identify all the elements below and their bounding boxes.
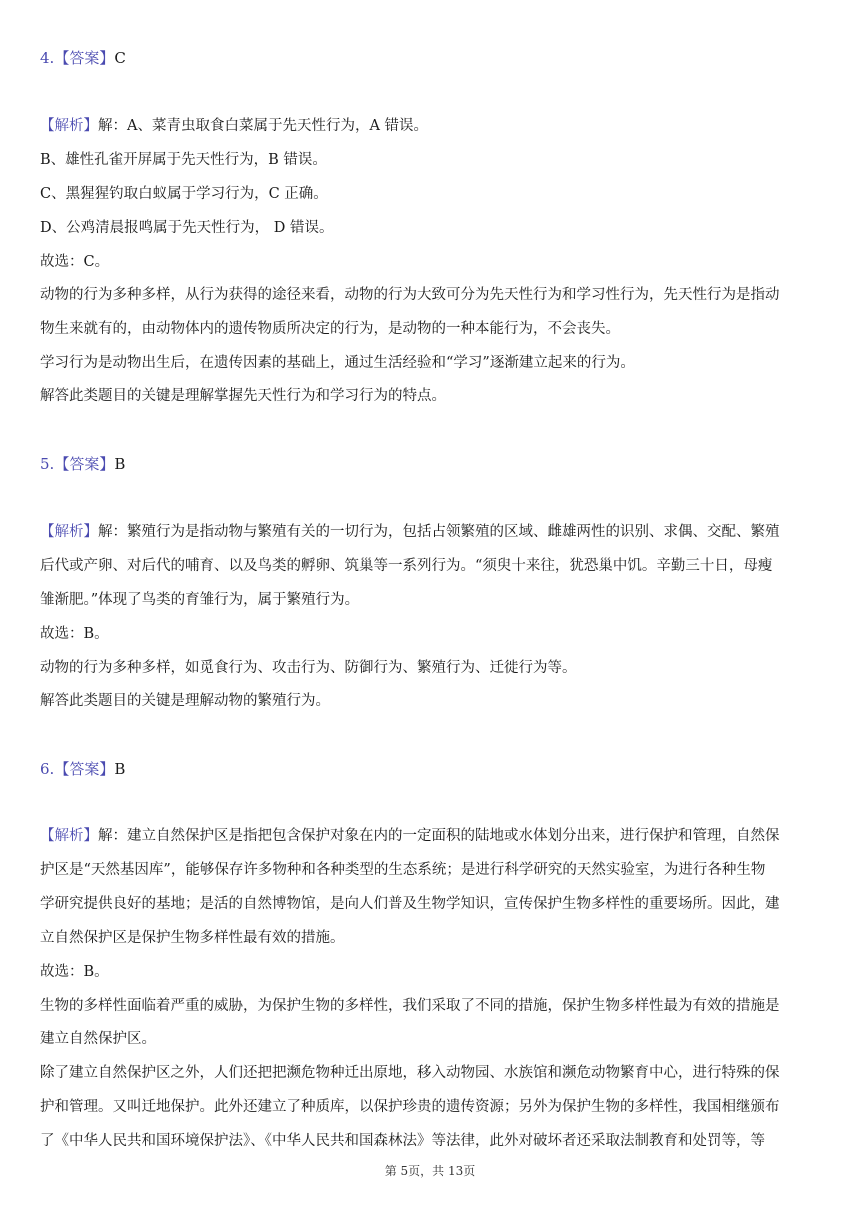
page-footer: 第 5页，共 13页 — [384, 1164, 476, 1178]
analysis-line: 生物的多样性面临着严重的威胁，为保护生物的多样性，我们采取了不同的措施，保护生物多样性最为有效的措施是 — [40, 998, 780, 1014]
analysis-line: 后代或产卵、对后代的哺育、以及鸟类的孵卵、筑巢等一系列行为。“须臾十来往，犹恐巢中饥。辛勤三十日，母瘦 — [40, 558, 773, 574]
answer-value: B — [114, 455, 126, 473]
analysis-line: 故选：C。 — [40, 254, 110, 270]
analysis-line: 动物的行为多种多样，如觅食行为、攻击行为、防御行为、繁殖行为、迁徙行为等。 — [40, 660, 577, 676]
analysis-line: 【解析】解：A、菜青虫取食白菜属于先天性行为，A 错误。 — [40, 118, 429, 134]
answer-heading-q4: 4.【答案】C — [40, 49, 126, 67]
answer-tag: 【答案】 — [54, 49, 115, 67]
analysis-tag: 【解析】 — [40, 524, 98, 540]
analysis-tag: 【解析】 — [40, 118, 98, 134]
analysis-line: B、雄性孔雀开屏属于先天性行为，B 错误。 — [40, 152, 327, 168]
analysis-line: 了《中华人民共和国环境保护法》、《中华人民共和国森林法》等法律，此外对破坏者还采取法制教育和处罚等，等 — [40, 1133, 765, 1149]
analysis-line: 动物的行为多种多样，从行为获得的途径来看，动物的行为大致可分为先天性行为和学习性行为，先天性行为是指动 — [40, 287, 780, 303]
answer-value: B — [114, 760, 126, 778]
answer-heading-q5: 5.【答案】B — [40, 455, 126, 473]
answer-heading-q6: 6.【答案】B — [40, 760, 126, 778]
analysis-line: 除了建立自然保护区之外，人们还把把濒危物种迁出原地，移入动物园、水族馆和濒危动物繁育中心，进行特殊的保 — [40, 1065, 780, 1081]
analysis-line: 学习行为是动物出生后，在遗传因素的基础上，通过生活经验和“学习”逐渐建立起来的行为。 — [40, 355, 635, 371]
analysis-line: 【解析】解：建立自然保护区是指把包含保护对象在内的一定面积的陆地或水体划分出来，进行保护和管理，自然保 — [40, 828, 780, 844]
answer-value: C — [114, 49, 126, 67]
analysis-line: D、公鸡清晨报鸣属于先天性行为， D 错误。 — [40, 220, 334, 236]
analysis-line: 解答此类题目的关键是理解掌握先天性行为和学习行为的特点。 — [40, 388, 446, 404]
analysis-line: 雏渐肥。”体现了鸟类的育雏行为，属于繁殖行为。 — [40, 592, 360, 608]
analysis-line: 立自然保护区是保护生物多样性最有效的措施。 — [40, 930, 345, 946]
analysis-tag: 【解析】 — [40, 828, 98, 844]
answer-tag: 【答案】 — [54, 455, 115, 473]
answer-tag: 【答案】 — [54, 760, 115, 778]
analysis-line: 故选：B。 — [40, 626, 109, 642]
analysis-line: C、黑猩猩钓取白蚁属于学习行为，C 正确。 — [40, 186, 328, 202]
analysis-line: 护和管理。又叫迁地保护。此外还建立了种质库，以保护珍贵的遗传资源；另外为保护生物的多样性，我国相继颁布 — [40, 1099, 780, 1115]
analysis-line: 【解析】解：繁殖行为是指动物与繁殖有关的一切行为，包括占领繁殖的区域、雌雄两性的识别、求偶、交配、繁殖 — [40, 524, 780, 540]
analysis-line: 故选：B。 — [40, 964, 109, 980]
analysis-line: 物生来就有的，由动物体内的遗传物质所决定的行为，是动物的一种本能行为，不会丧失。 — [40, 321, 620, 337]
analysis-line: 解答此类题目的关键是理解动物的繁殖行为。 — [40, 693, 330, 709]
analysis-line: 护区是“天然基因库”，能够保存许多物种和各种类型的生态系统；是进行科学研究的天然实验室，为进行各种生物 — [40, 862, 766, 878]
analysis-line: 学研究提供良好的基地；是活的自然博物馆，是向人们普及生物学知识，宣传保护生物多样性的重要场所。因此，建 — [40, 896, 780, 912]
analysis-line: 建立自然保护区。 — [40, 1031, 156, 1047]
